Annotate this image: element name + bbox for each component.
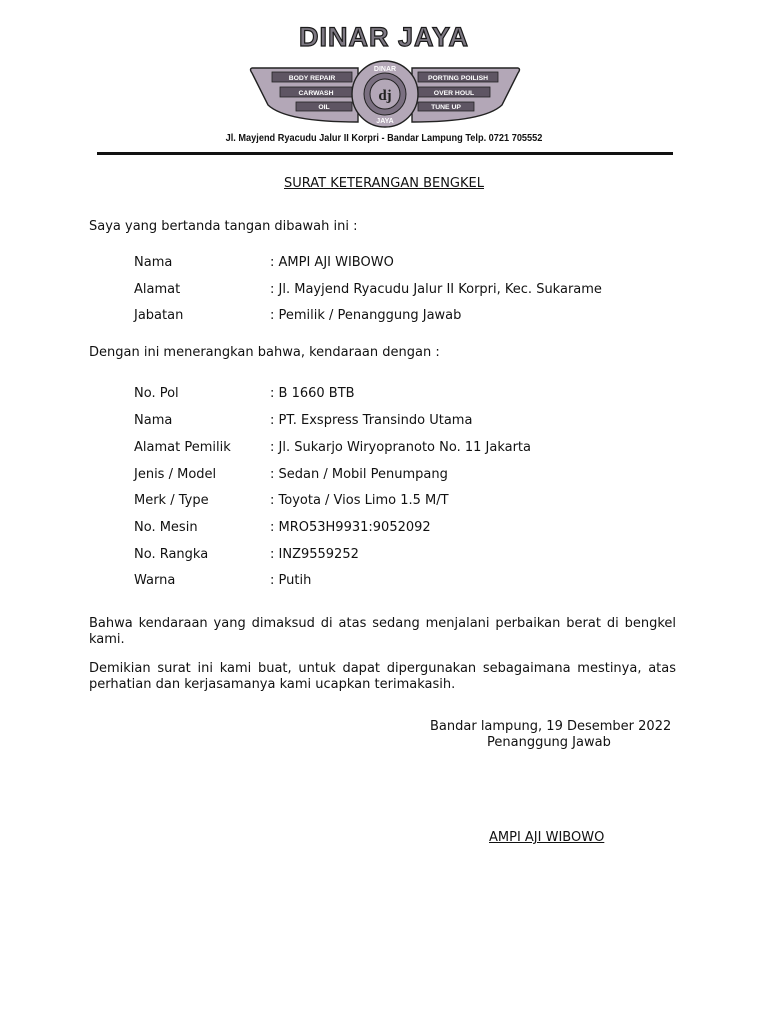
vehicle-chassis-value: : INZ9559252 bbox=[270, 547, 359, 562]
vehicle-model-label: Jenis / Model bbox=[134, 467, 217, 482]
vehicle-type-label: Merk / Type bbox=[134, 493, 209, 508]
vehicle-plate-label: No. Pol bbox=[134, 386, 179, 401]
vehicle-color-value: : Putih bbox=[270, 573, 312, 588]
document-title: SURAT KETERANGAN BENGKEL bbox=[284, 176, 484, 191]
vehicle-owner-value: : PT. Exspress Transindo Utama bbox=[270, 413, 473, 428]
service-carwash: CARWASH bbox=[298, 90, 334, 97]
vehicle-chassis-label: No. Rangka bbox=[134, 547, 209, 562]
signer-position-value: : Pemilik / Penanggung Jawab bbox=[270, 308, 462, 323]
emblem-top-text: DINAR bbox=[373, 66, 397, 73]
service-porting-polish: PORTING POILISH bbox=[427, 75, 489, 82]
vehicle-intro-text: Dengan ini menerangkan bahwa, kendaraan dengan : bbox=[89, 345, 440, 360]
company-logo bbox=[246, 60, 524, 130]
company-address: Jl. Mayjend Ryacudu Jalur II Korpri - Bandar Lampung Telp. 0721 705552 bbox=[225, 133, 543, 144]
vehicle-color-label: Warna bbox=[134, 573, 176, 588]
closing-paragraph: Demikian surat ini kami buat, untuk dapat dipergunakan sebagaimana mestinya, atas perhatian dan kerjasamanya kami ucapkan terimakasih. bbox=[89, 661, 676, 692]
signer-position-label: Jabatan bbox=[134, 308, 184, 323]
emblem-bottom-text: JAYA bbox=[376, 118, 394, 125]
signer-address-label: Alamat bbox=[134, 282, 181, 297]
company-name: DINAR JAYA bbox=[298, 22, 470, 52]
service-oil: OIL bbox=[318, 104, 330, 111]
intro-text: Saya yang bertanda tangan dibawah ini : bbox=[89, 219, 358, 234]
service-tune-up: TUNE UP bbox=[431, 104, 461, 111]
vehicle-engine-value: : MRO53H9931:9052092 bbox=[270, 520, 431, 535]
vehicle-type-value: : Toyota / Vios Limo 1.5 M/T bbox=[270, 493, 449, 508]
signer-name: AMPI AJI WIBOWO bbox=[489, 830, 605, 845]
vehicle-owner-address-label: Alamat Pemilik bbox=[134, 440, 231, 455]
place-date: Bandar lampung, 19 Desember 2022 bbox=[430, 719, 672, 734]
statement-paragraph: Bahwa kendaraan yang dimaksud di atas sedang menjalani perbaikan berat di bengkel kami. bbox=[89, 616, 676, 647]
vehicle-owner-label: Nama bbox=[134, 413, 173, 428]
service-over-houl: OVER HOUL bbox=[433, 90, 475, 97]
signer-address-value: : Jl. Mayjend Ryacudu Jalur II Korpri, Kec. Sukarame bbox=[270, 282, 602, 297]
vehicle-plate-value: : B 1660 BTB bbox=[270, 386, 355, 401]
vehicle-engine-label: No. Mesin bbox=[134, 520, 198, 535]
vehicle-owner-address-value: : Jl. Sukarjo Wiryopranoto No. 11 Jakarta bbox=[270, 440, 531, 455]
signer-name-label: Nama bbox=[134, 255, 173, 270]
service-body-repair: BODY REPAIR bbox=[288, 75, 336, 82]
signer-role: Penanggung Jawab bbox=[487, 735, 611, 750]
signer-name-value: : AMPI AJI WIBOWO bbox=[270, 255, 394, 270]
winged-emblem-icon bbox=[246, 60, 524, 130]
vehicle-model-value: : Sedan / Mobil Penumpang bbox=[270, 467, 448, 482]
emblem-letter: dj bbox=[378, 88, 392, 104]
header-divider bbox=[97, 152, 673, 155]
